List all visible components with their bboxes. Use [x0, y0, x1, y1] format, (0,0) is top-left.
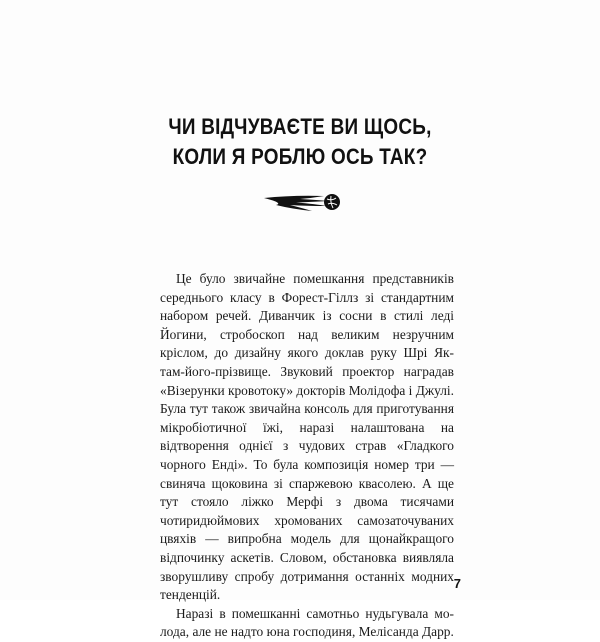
paragraph-2: Наразі в помешканні самотньо нудьгувала молода, але не надто юна господиня, Мелісанда Дарр. [160, 605, 454, 640]
chapter-title-line-2: КОЛИ Я РОБЛЮ ОСЬ ТАК? [172, 144, 428, 169]
page-number: 7 [453, 576, 461, 591]
paragraph-1: Це було звичайне помешкання представників середнього класу в Форест-Гіллз зі стандартним набором речей. Диванчик із сосни в стилі леді Йогини, стробоскоп над великим незручним кріслом, до дизайну якого доклав руку Шрі Як-там-його-прізвище. Звуковий проектор наградав «Візерунки кровотоку» докторів Молідофа і Джулі. Була тут також звичайна консоль для приготування мікробіотичної їжі, наразі налаштована на відтворення однієї з чудових страв «Гладкого чорного Енді». То була композиція номер три — свиняча щоковина зі спаржевою квасолею. А ще тут стояло ліжко Мерфі з двома тисячами чотиридюймових хромованих самозаточуваних цвяхів — випробна модель для щонайкращого відпочинку аскетів. Словом, обстановка виявляла зворушливу спробу дотримання останніх модних тенденцій. [160, 271, 454, 603]
chapter-title-line-1: ЧИ ВІДЧУВАЄТЕ ВИ ЩОСЬ, [168, 114, 432, 139]
comet-icon [262, 189, 344, 215]
body-text [160, 270, 454, 642]
chapter-title [42, 112, 558, 172]
